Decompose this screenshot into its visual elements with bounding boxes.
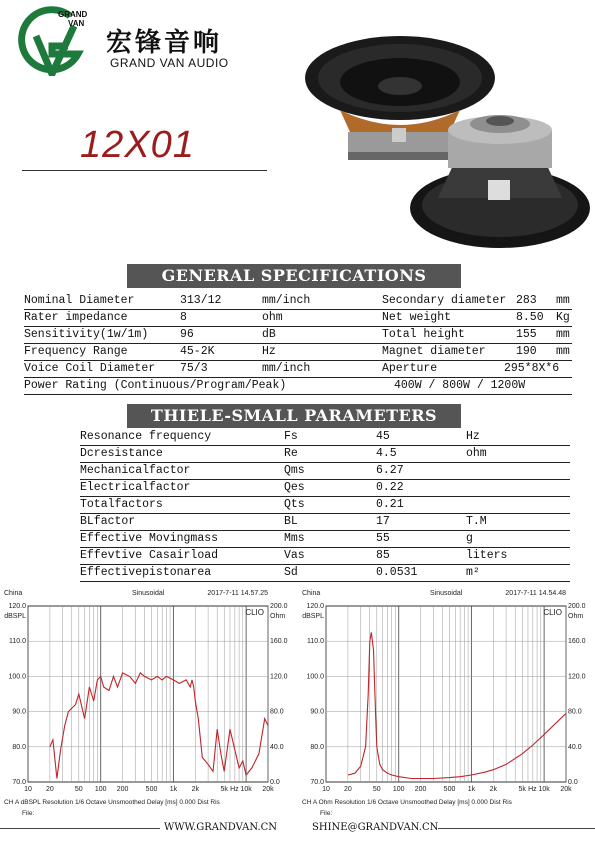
spec-value: 96 [180, 328, 194, 341]
ts-symbol: Sd [284, 566, 298, 579]
x-tick-label: 2k [191, 786, 199, 793]
spec-label: Voice Coil Diameter [24, 362, 156, 375]
brand-name-en: GRAND VAN AUDIO [110, 56, 229, 70]
y-tick-label: 100.0 [306, 673, 324, 681]
graph-source-label: China [302, 590, 321, 597]
ts-row [80, 547, 570, 565]
y2-tick-label: 200.0 [568, 603, 586, 610]
y2-tick-label: 80.0 [270, 708, 284, 716]
frequency-response-svg [4, 588, 296, 820]
spec-label-2: Net weight [382, 311, 452, 324]
ts-unit: Hz [466, 430, 480, 443]
ts-unit: liters [466, 549, 508, 562]
y2-tick-label: 160.0 [270, 638, 288, 646]
power-rating-value: 400W / 800W / 1200W [394, 379, 526, 392]
x-tick-label: 1k [467, 786, 476, 793]
spec-label: Frequency Range [24, 345, 128, 358]
x-tick-label: 10k [240, 786, 252, 793]
spec-unit: mm/inch [262, 294, 311, 307]
spec-unit-2: mm [556, 328, 570, 341]
x-tick-label: 10k [538, 786, 550, 793]
ts-row [80, 564, 570, 582]
impedance-graph [302, 588, 594, 820]
y-axis-unit: dBSPL [302, 613, 324, 620]
spec-row [24, 309, 572, 327]
svg-text:VAN: VAN [68, 19, 85, 28]
spec-label-2: Secondary diameter [382, 294, 507, 307]
spec-row [24, 343, 572, 361]
power-rating-label: Power Rating (Continuous/Program/Peak) [24, 379, 287, 392]
graph-signal-label: Sinusoidal [132, 590, 165, 597]
spec-row [24, 292, 572, 310]
divider [22, 170, 267, 171]
spec-label: Rater impedance [24, 311, 128, 324]
ts-value: 4.5 [376, 447, 397, 460]
logo-text: GRAND [58, 10, 88, 19]
x-tick-label: 2k [489, 786, 497, 793]
y2-tick-label: 40.0 [568, 743, 582, 751]
y-tick-label: 120.0 [8, 603, 26, 610]
ts-row [80, 428, 570, 446]
y2-tick-label: 80.0 [568, 708, 582, 716]
ts-unit: T.M [466, 515, 487, 528]
ts-name: Totalfactors [80, 498, 163, 511]
ts-value: 0.22 [376, 481, 404, 494]
graph-source-label: China [4, 590, 23, 597]
spec-value-2: 155 [516, 328, 537, 341]
ts-row [80, 479, 570, 497]
ts-symbol: BL [284, 515, 298, 528]
y2-axis-unit: Ohm [568, 613, 584, 620]
ts-symbol: Qts [284, 498, 305, 511]
ts-value: 17 [376, 515, 390, 528]
ts-row [80, 445, 570, 463]
spec-label-2: Total height [382, 328, 465, 341]
x-tick-label: 20 [45, 786, 54, 793]
ts-row [80, 462, 570, 480]
footer-divider [0, 828, 160, 829]
ts-symbol: Qes [284, 481, 305, 494]
ts-symbol: Qms [284, 464, 305, 477]
y-tick-label: 80.0 [12, 743, 26, 751]
y-tick-label: 120.0 [306, 603, 324, 610]
x-axis-unit: Hz [528, 786, 537, 793]
ts-unit: g [466, 532, 473, 545]
x-tick-label: 20k [262, 786, 274, 793]
y-tick-label: 70.0 [310, 779, 324, 786]
ts-value: 0.21 [376, 498, 404, 511]
x-tick-label: 500 [443, 786, 456, 793]
graph-timestamp: 2017-7-11 14.54.48 [505, 590, 566, 597]
spec-value: 75/3 [180, 362, 208, 375]
x-tick-label: 10 [322, 786, 330, 793]
y-tick-label: 100.0 [8, 673, 26, 681]
plot-frame [28, 606, 268, 782]
y-tick-label: 90.0 [12, 708, 26, 716]
footer-email[interactable]: SHINE@GRANDVAN.CN [312, 822, 439, 833]
ts-name: Effective Movingmass [80, 532, 219, 545]
x-tick-label: 20k [560, 786, 572, 793]
clio-brand: CLIO [245, 608, 264, 617]
ts-name: Mechanicalfactor [80, 464, 191, 477]
spec-unit-2: mm [556, 345, 570, 358]
spec-unit: Hz [262, 345, 276, 358]
graph-footer-info: CH A dBSPL Resolution 1/6 Octave Unsmoothed Delay [ms] 0.000 Dist Ris [4, 799, 220, 806]
graph-timestamp: 2017-7-11 14.57.25 [207, 590, 268, 597]
general-specifications-heading: GENERAL SPECIFICATIONS [127, 264, 461, 288]
y2-tick-label: 40.0 [270, 743, 284, 751]
y-axis-unit: dBSPL [4, 613, 26, 620]
ts-symbol: Fs [284, 430, 298, 443]
y-tick-label: 90.0 [310, 708, 324, 716]
y2-tick-label: 120.0 [270, 673, 288, 681]
ts-row [80, 530, 570, 548]
graph-footer-info: CH A Ohm Resolution 1/6 Octave Unsmoothed Delay [ms] 0.000 Dist Ris [302, 799, 512, 806]
x-tick-label: 100 [392, 786, 405, 793]
ts-name: Electricalfactor [80, 481, 191, 494]
spec-value-2: 295*8X*6 [504, 362, 560, 375]
ts-name: Effevtive Casairload [80, 549, 219, 562]
ts-name: Effectivepistonarea [80, 566, 212, 579]
ts-name: BLfactor [80, 515, 136, 528]
y2-tick-label: 160.0 [568, 638, 586, 646]
thiele-small-heading: THIELE-SMALL PARAMETERS [127, 404, 461, 428]
y2-tick-label: 0.0 [568, 779, 578, 786]
y-tick-label: 110.0 [9, 638, 26, 646]
spec-label-2: Magnet diameter [382, 345, 486, 358]
spec-value: 8 [180, 311, 187, 324]
spec-row-power [24, 377, 572, 395]
x-tick-label: 20 [343, 786, 352, 793]
brand-logo-icon [8, 6, 96, 76]
ts-row [80, 496, 570, 514]
x-tick-label: 5k [220, 786, 228, 793]
ts-value: 85 [376, 549, 390, 562]
y2-tick-label: 200.0 [270, 603, 288, 610]
spec-value-2: 8.50 [516, 311, 544, 324]
y-tick-label: 110.0 [307, 638, 324, 646]
spec-unit: mm/inch [262, 362, 311, 375]
spec-label-2: Aperture [382, 362, 438, 375]
spec-label: Nominal Diameter [24, 294, 135, 307]
spec-unit-2: Kg [556, 311, 570, 324]
graph-file-label: File: [22, 810, 35, 817]
x-tick-label: 50 [372, 786, 381, 793]
model-number: 12X01 [80, 124, 195, 166]
spec-unit: ohm [262, 311, 283, 324]
x-tick-label: 200 [116, 786, 129, 793]
spec-unit: dB [262, 328, 276, 341]
spec-unit-2: mm [556, 294, 570, 307]
spec-label: Sensitivity(1w/1m) [24, 328, 149, 341]
ts-symbol: Re [284, 447, 298, 460]
footer-divider [438, 828, 595, 829]
graph-file-label: File: [320, 810, 333, 817]
x-tick-label: 10 [24, 786, 32, 793]
impedance-svg [302, 588, 594, 820]
ts-symbol: Mms [284, 532, 305, 545]
x-axis-unit: Hz [230, 786, 239, 793]
spec-value-2: 283 [516, 294, 537, 307]
spec-row [24, 326, 572, 344]
x-tick-label: 200 [414, 786, 427, 793]
ts-value: 45 [376, 430, 390, 443]
x-tick-label: 500 [145, 786, 158, 793]
spec-row [24, 360, 572, 378]
ts-unit: ohm [466, 447, 487, 460]
spec-value: 45-2K [180, 345, 215, 358]
speaker-product-image [300, 20, 590, 250]
graph-signal-label: Sinusoidal [430, 590, 463, 597]
clio-brand: CLIO [543, 608, 562, 617]
ts-name: Dcresistance [80, 447, 163, 460]
ts-unit: m² [466, 566, 480, 579]
x-tick-label: 50 [74, 786, 83, 793]
x-tick-label: 5k [518, 786, 526, 793]
ts-value: 6.27 [376, 464, 404, 477]
frequency-response-graph [4, 588, 296, 820]
x-tick-label: 1k [169, 786, 178, 793]
footer-website[interactable]: WWW.GRANDVAN.CN [164, 822, 278, 833]
spec-value-2: 190 [516, 345, 537, 358]
ts-value: 0.0531 [376, 566, 418, 579]
spec-value: 313/12 [180, 294, 222, 307]
y-tick-label: 70.0 [12, 779, 26, 786]
ts-value: 55 [376, 532, 390, 545]
ts-row [80, 513, 570, 531]
y-tick-label: 80.0 [310, 743, 324, 751]
x-tick-label: 100 [94, 786, 107, 793]
brand-name-cn: 宏锋音响 [106, 28, 223, 58]
plot-frame [326, 606, 566, 782]
ts-symbol: Vas [284, 549, 305, 562]
y2-axis-unit: Ohm [270, 613, 286, 620]
ts-name: Resonance frequency [80, 430, 212, 443]
y2-tick-label: 0.0 [270, 779, 280, 786]
y2-tick-label: 120.0 [568, 673, 586, 681]
